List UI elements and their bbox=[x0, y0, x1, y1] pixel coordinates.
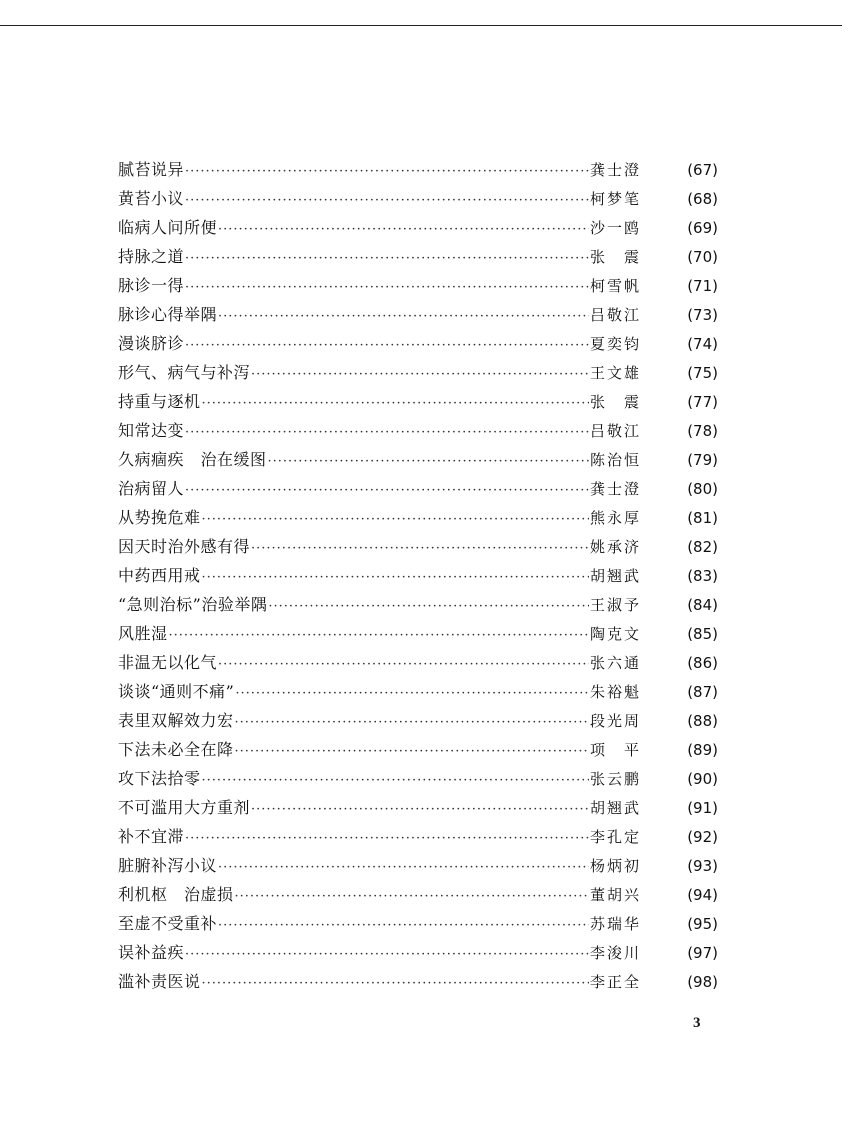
entry-page: (77) bbox=[687, 393, 718, 411]
entry-author: 张六通 bbox=[590, 654, 642, 672]
entry-author: 沙一鸥 bbox=[590, 219, 642, 237]
dot-leader bbox=[251, 360, 589, 389]
entry-page: (92) bbox=[687, 828, 718, 846]
entry-title: 滥补责医说 bbox=[118, 972, 201, 991]
page-number: 3 bbox=[693, 1015, 701, 1031]
entry-page: (83) bbox=[687, 567, 718, 585]
entry-author: 王文雄 bbox=[590, 364, 642, 382]
dot-leader bbox=[235, 708, 589, 737]
dot-leader bbox=[202, 969, 589, 998]
dot-leader bbox=[251, 795, 589, 824]
toc-entry bbox=[118, 329, 718, 358]
dot-leader bbox=[202, 389, 589, 418]
entry-author: 李浚川 bbox=[590, 944, 642, 962]
entry-author: 吕敬江 bbox=[590, 306, 642, 324]
toc-entry bbox=[118, 474, 718, 503]
toc-entry bbox=[118, 445, 718, 474]
entry-title: 漫谈脐诊 bbox=[118, 334, 185, 353]
toc-entry bbox=[118, 967, 718, 996]
dot-leader bbox=[185, 824, 589, 853]
entry-page: (68) bbox=[687, 190, 718, 208]
entry-page: (70) bbox=[687, 248, 718, 266]
entry-page: (80) bbox=[687, 480, 718, 498]
dot-leader bbox=[185, 940, 589, 969]
dot-leader bbox=[185, 418, 589, 447]
entry-author: 陈治恒 bbox=[590, 451, 642, 469]
entry-page: (73) bbox=[687, 306, 718, 324]
entry-author: 张 震 bbox=[590, 393, 642, 411]
entry-author: 夏奕钧 bbox=[590, 335, 642, 353]
toc-entry bbox=[118, 851, 718, 880]
entry-title: 脉诊心得举隅 bbox=[118, 305, 218, 324]
toc-entry bbox=[118, 677, 718, 706]
entry-title: 形气、病气与补泻 bbox=[118, 363, 251, 382]
toc-entry bbox=[118, 764, 718, 793]
dot-leader bbox=[268, 447, 589, 476]
entry-title: 持重与逐机 bbox=[118, 392, 201, 411]
dot-leader bbox=[235, 679, 589, 708]
entry-page: (87) bbox=[687, 683, 718, 701]
entry-author: 张 震 bbox=[590, 248, 642, 266]
entry-page: (88) bbox=[687, 712, 718, 730]
entry-page: (75) bbox=[687, 364, 718, 382]
dot-leader bbox=[268, 592, 589, 621]
entry-page: (74) bbox=[687, 335, 718, 353]
entry-page: (71) bbox=[687, 277, 718, 295]
dot-leader bbox=[218, 650, 589, 679]
entry-title: 中药西用戒 bbox=[118, 566, 201, 585]
toc-entry bbox=[118, 271, 718, 300]
dot-leader bbox=[185, 476, 589, 505]
toc-entry bbox=[118, 358, 718, 387]
entry-title: 至虚不受重补 bbox=[118, 914, 218, 933]
entry-author: 段光周 bbox=[590, 712, 642, 730]
entry-title: 不可滥用大方重剂 bbox=[118, 798, 251, 817]
entry-title: 因天时治外感有得 bbox=[118, 537, 251, 556]
entry-page: (69) bbox=[687, 219, 718, 237]
toc-entry bbox=[118, 880, 718, 909]
entry-title: 谈谈“通则不痛” bbox=[118, 682, 235, 701]
entry-title: 临病人问所便 bbox=[118, 218, 218, 237]
entry-title: 治病留人 bbox=[118, 479, 185, 498]
toc-entry bbox=[118, 503, 718, 532]
dot-leader bbox=[218, 215, 589, 244]
dot-leader bbox=[202, 563, 589, 592]
entry-title: 利机枢 治虚损 bbox=[118, 885, 234, 904]
dot-leader bbox=[235, 882, 589, 911]
entry-title: 腻苔说异 bbox=[118, 160, 185, 179]
toc-entry bbox=[118, 213, 718, 242]
toc-entry bbox=[118, 590, 718, 619]
toc-entry bbox=[118, 706, 718, 735]
toc-entry bbox=[118, 300, 718, 329]
entry-page: (79) bbox=[687, 451, 718, 469]
entry-author: 杨炳初 bbox=[590, 857, 642, 875]
dot-leader bbox=[235, 737, 589, 766]
entry-author: 姚承济 bbox=[590, 538, 642, 556]
entry-author: 董胡兴 bbox=[590, 886, 642, 904]
entry-page: (81) bbox=[687, 509, 718, 527]
toc-entry bbox=[118, 735, 718, 764]
entry-page: (98) bbox=[687, 973, 718, 991]
entry-author: 龚士澄 bbox=[590, 161, 642, 179]
entry-page: (67) bbox=[687, 161, 718, 179]
dot-leader bbox=[218, 302, 589, 331]
dot-leader bbox=[202, 505, 589, 534]
toc-entry bbox=[118, 184, 718, 213]
entry-author: 胡翘武 bbox=[590, 799, 642, 817]
entry-page: (91) bbox=[687, 799, 718, 817]
entry-title: “急则治标”治验举隅 bbox=[118, 595, 268, 614]
toc-entry bbox=[118, 793, 718, 822]
top-rule bbox=[0, 25, 842, 26]
dot-leader bbox=[185, 244, 589, 273]
entry-author: 苏瑞华 bbox=[590, 915, 642, 933]
dot-leader bbox=[185, 157, 589, 186]
entry-page: (93) bbox=[687, 857, 718, 875]
toc-entry bbox=[118, 909, 718, 938]
toc-entry bbox=[118, 532, 718, 561]
entry-title: 风胜湿 bbox=[118, 624, 168, 643]
entry-title: 从势挽危难 bbox=[118, 508, 201, 527]
dot-leader bbox=[185, 186, 589, 215]
dot-leader bbox=[218, 911, 589, 940]
entry-author: 朱裕魁 bbox=[590, 683, 642, 701]
entry-title: 持脉之道 bbox=[118, 247, 185, 266]
dot-leader bbox=[185, 331, 589, 360]
toc-entry bbox=[118, 822, 718, 851]
toc-entry bbox=[118, 242, 718, 271]
dot-leader bbox=[251, 534, 589, 563]
entry-author: 王淑予 bbox=[590, 596, 642, 614]
toc-entry bbox=[118, 938, 718, 967]
entry-author: 柯雪帆 bbox=[590, 277, 642, 295]
entry-title: 非温无以化气 bbox=[118, 653, 218, 672]
toc-entry bbox=[118, 416, 718, 445]
toc-entry bbox=[118, 619, 718, 648]
entry-author: 李孔定 bbox=[590, 828, 642, 846]
dot-leader bbox=[202, 766, 589, 795]
entry-page: (95) bbox=[687, 915, 718, 933]
toc-entry bbox=[118, 648, 718, 677]
entry-page: (85) bbox=[687, 625, 718, 643]
entry-page: (90) bbox=[687, 770, 718, 788]
entry-author: 张云鹏 bbox=[590, 770, 642, 788]
entry-title: 久病痼疾 治在缓图 bbox=[118, 450, 267, 469]
toc-entry bbox=[118, 155, 718, 184]
entry-page: (97) bbox=[687, 944, 718, 962]
entry-page: (78) bbox=[687, 422, 718, 440]
entry-page: (82) bbox=[687, 538, 718, 556]
entry-title: 脏腑补泻小议 bbox=[118, 856, 218, 875]
entry-author: 项 平 bbox=[590, 741, 642, 759]
entry-author: 陶克文 bbox=[590, 625, 642, 643]
entry-title: 误补益疾 bbox=[118, 943, 185, 962]
entry-page: (86) bbox=[687, 654, 718, 672]
entry-author: 李正全 bbox=[590, 973, 642, 991]
dot-leader bbox=[169, 621, 589, 650]
entry-author: 熊永厚 bbox=[590, 509, 642, 527]
entry-title: 知常达变 bbox=[118, 421, 185, 440]
entry-author: 吕敬江 bbox=[590, 422, 642, 440]
entry-title: 表里双解效力宏 bbox=[118, 711, 234, 730]
dot-leader bbox=[185, 273, 589, 302]
entry-title: 黄苔小议 bbox=[118, 189, 185, 208]
entry-page: (94) bbox=[687, 886, 718, 904]
entry-author: 柯梦笔 bbox=[590, 190, 642, 208]
entry-page: (84) bbox=[687, 596, 718, 614]
entry-title: 攻下法拾零 bbox=[118, 769, 201, 788]
toc-entry bbox=[118, 387, 718, 416]
toc-entry bbox=[118, 561, 718, 590]
entry-page: (89) bbox=[687, 741, 718, 759]
entry-title: 脉诊一得 bbox=[118, 276, 185, 295]
entry-author: 胡翘武 bbox=[590, 567, 642, 585]
dot-leader bbox=[218, 853, 589, 882]
table-of-contents bbox=[118, 155, 718, 996]
entry-title: 补不宜滞 bbox=[118, 827, 185, 846]
entry-author: 龚士澄 bbox=[590, 480, 642, 498]
entry-title: 下法未必全在降 bbox=[118, 740, 234, 759]
